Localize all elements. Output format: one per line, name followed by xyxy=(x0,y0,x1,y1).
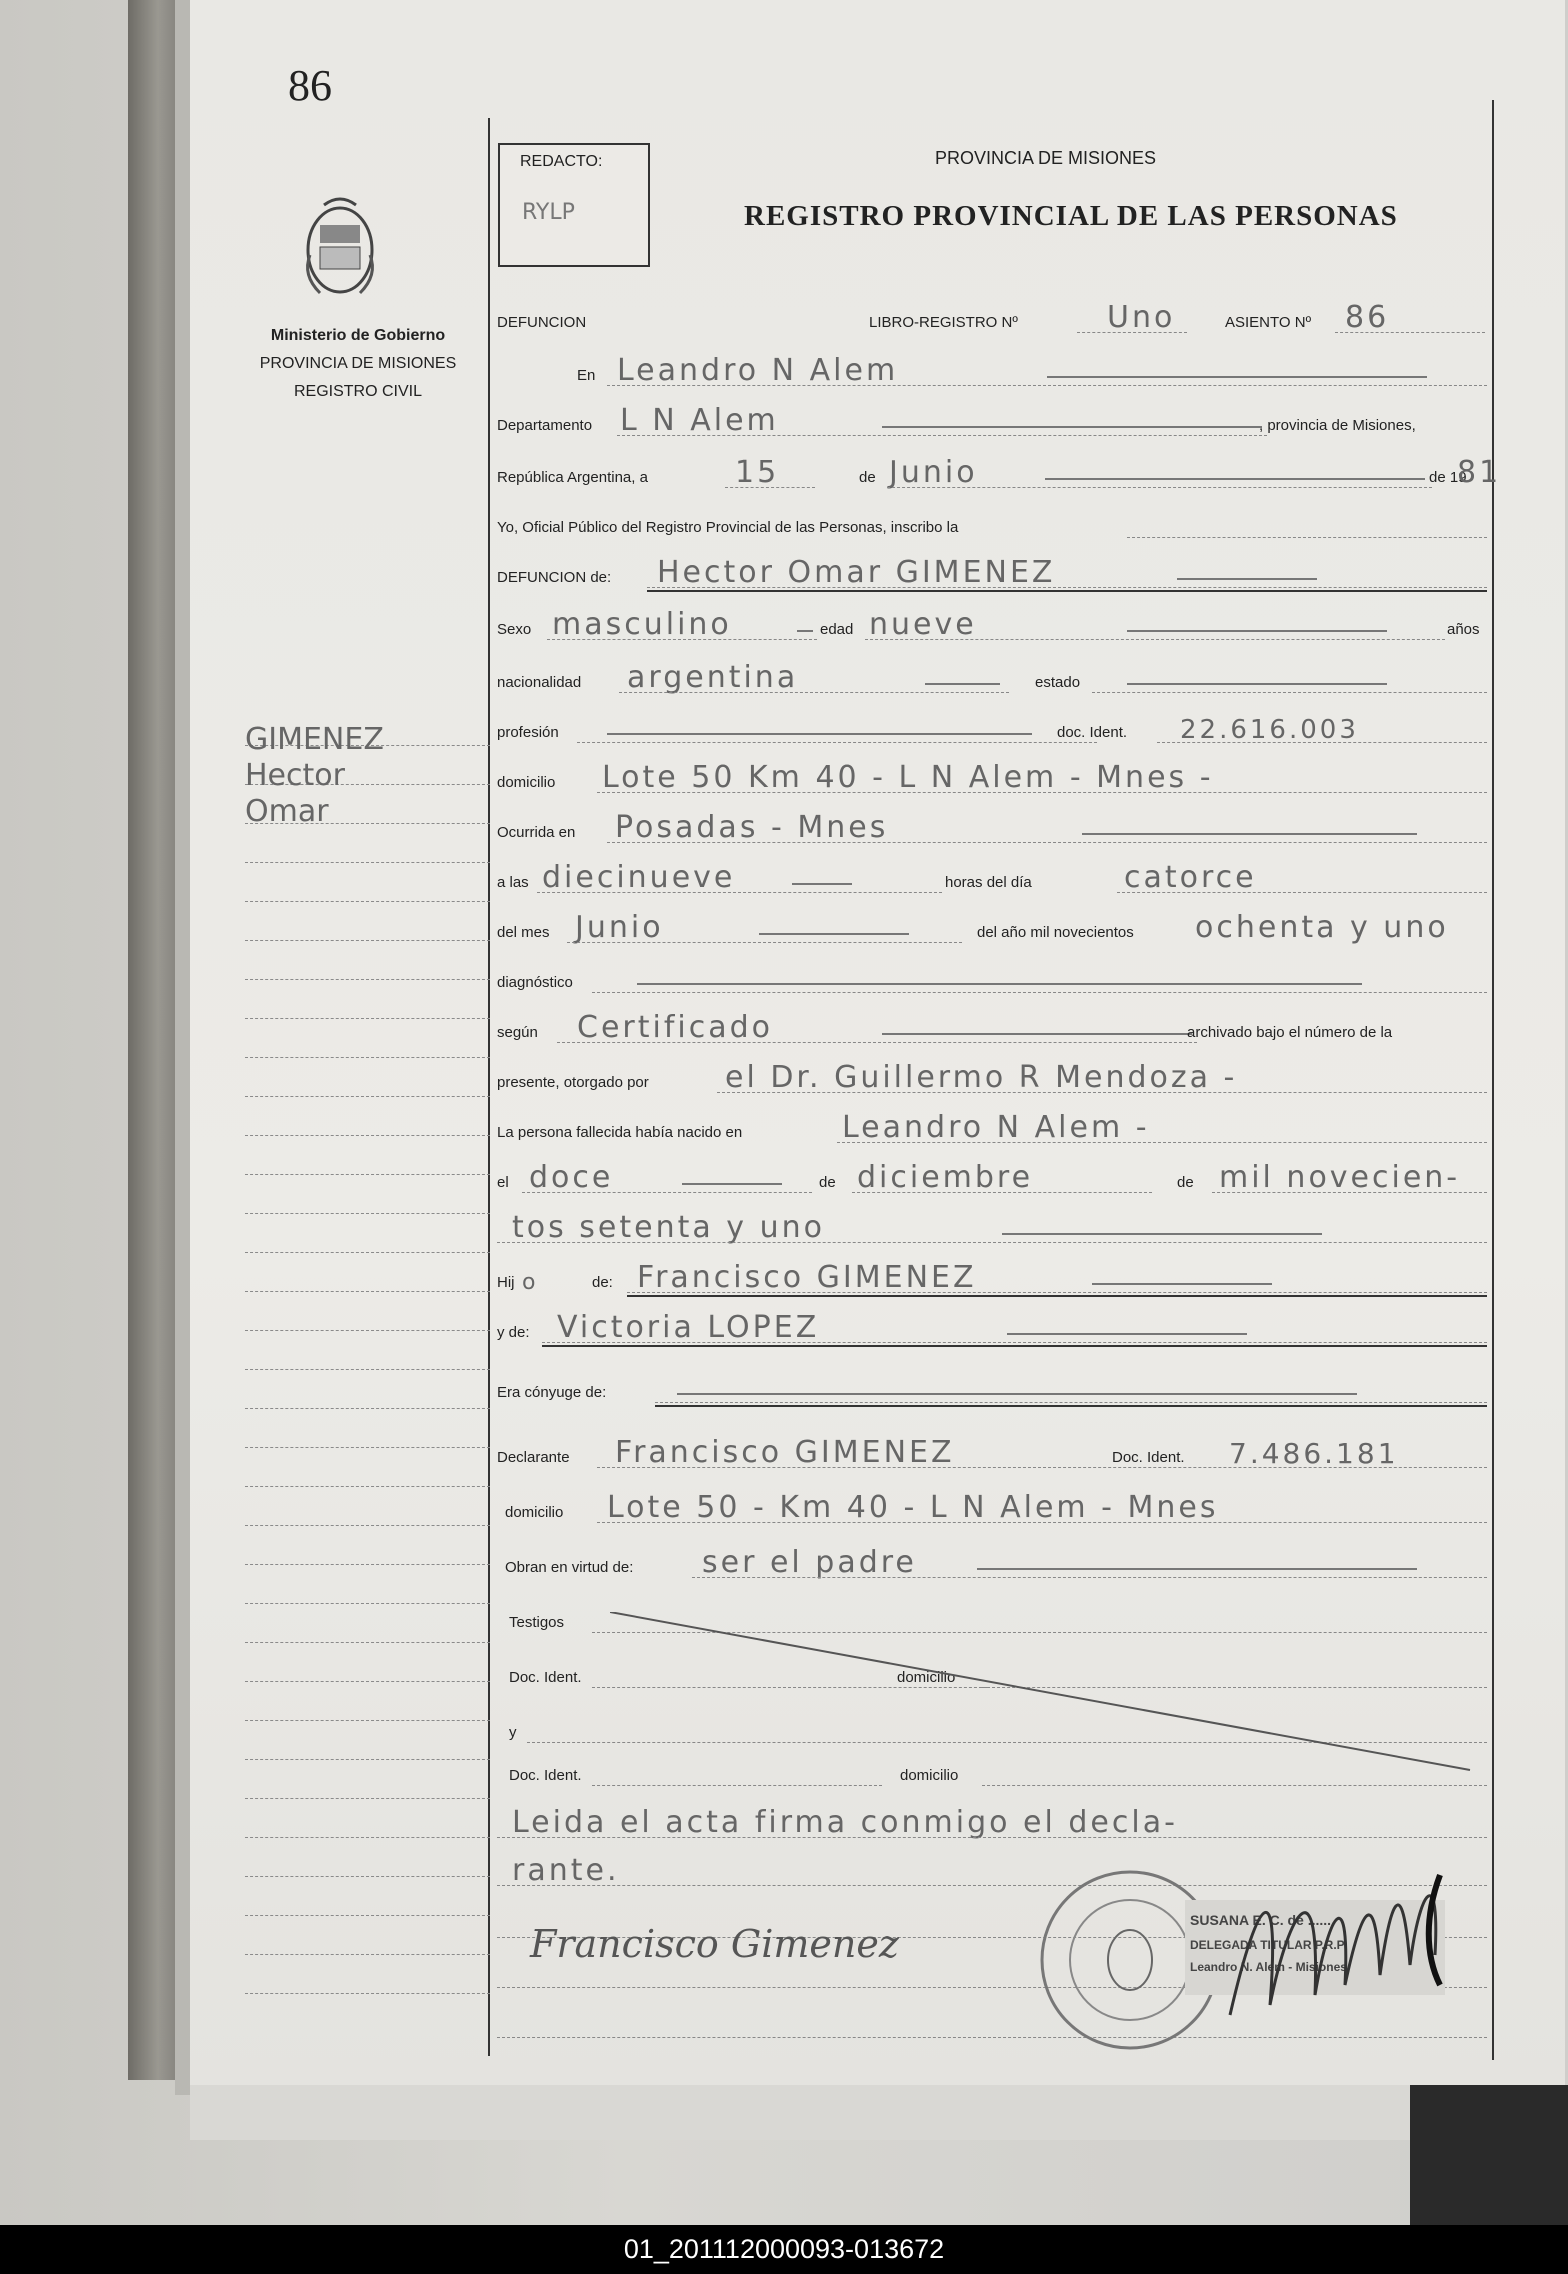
province-title: PROVINCIA DE MISIONES xyxy=(935,148,1157,168)
padre-value: Francisco GIMENEZ xyxy=(637,1260,977,1295)
de2-label: de xyxy=(819,1174,836,1191)
margin-ruled-line xyxy=(245,1954,490,1955)
ocurrida-label: Ocurrida en xyxy=(497,824,576,841)
row-en xyxy=(497,348,1487,388)
nacionalidad-label: nacionalidad xyxy=(497,674,582,691)
horas-label: horas del día xyxy=(945,874,1032,891)
madre-value: Victoria LOPEZ xyxy=(557,1310,820,1345)
oficial-text: Yo, Oficial Público del Registro Provincial de las Personas, inscribo la xyxy=(497,519,959,536)
row-domicilio xyxy=(497,755,1487,795)
province-name: PROVINCIA DE MISIONES xyxy=(259,355,457,372)
ministry-name: Ministerio de Gobierno xyxy=(270,327,446,344)
t-y-label: y xyxy=(509,1724,517,1741)
asiento-value: 86 xyxy=(1345,300,1390,335)
el-label: el xyxy=(497,1174,509,1191)
margin-ruled-line xyxy=(245,1681,490,1682)
right-column-rule xyxy=(1492,100,1494,2060)
row-nombre xyxy=(497,550,1487,590)
official-seal-stamp xyxy=(1030,1845,1490,2085)
obran-label: Obran en virtud de: xyxy=(505,1559,634,1576)
mes-value: Junio xyxy=(889,455,978,490)
margin-middlename: Omar xyxy=(245,794,329,829)
t-doc1-label: Doc. Ident. xyxy=(509,1669,582,1686)
presente-value: el Dr. Guillermo R Mendoza - xyxy=(725,1060,1238,1095)
margin-ruled-line xyxy=(245,1876,490,1877)
decl-dom-value: Lote 50 - Km 40 - L N Alem - Mnes xyxy=(607,1490,1219,1525)
margin-ruled-line xyxy=(245,1642,490,1643)
nacido-label: La persona fallecida había nacido en xyxy=(497,1124,743,1141)
dark-corner xyxy=(1410,2085,1568,2225)
stamp-line-1: SUSANA E. C. de ...... xyxy=(1190,1912,1332,1928)
row-madre xyxy=(497,1305,1487,1345)
margin-ruled-line xyxy=(245,1174,490,1175)
declarante-label: Declarante xyxy=(497,1449,570,1466)
margin-ruled-line xyxy=(245,1408,490,1409)
de-padre-label: de: xyxy=(592,1274,613,1291)
sexo-value: masculino xyxy=(552,607,732,642)
obran-value: ser el padre xyxy=(702,1545,917,1580)
row-padre xyxy=(497,1255,1487,1295)
row-ocurrida xyxy=(497,805,1487,845)
row-decl-domicilio xyxy=(497,1485,1487,1525)
redacto-box xyxy=(498,143,650,267)
row-departamento xyxy=(497,398,1487,438)
stamp-line-2: DELEGADA TITULAR P.R.P xyxy=(1190,1938,1345,1952)
margin-ruled-line xyxy=(245,1915,490,1916)
nombre-value: Hector Omar GIMENEZ xyxy=(657,555,1056,590)
page-number: 86 xyxy=(288,61,332,110)
el-value: doce xyxy=(529,1160,614,1195)
defuncion-de-label: DEFUNCION de: xyxy=(497,569,612,586)
margin-ruled-line xyxy=(245,1525,490,1526)
en-value: Leandro N Alem xyxy=(617,353,899,388)
margin-ruled-line xyxy=(245,1096,490,1097)
margin-ruled-line xyxy=(245,1759,490,1760)
domicilio-label: domicilio xyxy=(497,774,556,791)
margin-ruled-line xyxy=(245,1369,490,1370)
cierre-line1: Leida el acta firma conmigo el decla- xyxy=(512,1805,1178,1840)
row-del-mes xyxy=(497,905,1487,945)
diagnostico-label: diagnóstico xyxy=(497,974,573,991)
conyuge-label: Era cónyuge de: xyxy=(497,1384,607,1401)
anio-nac-cont: tos setenta y uno xyxy=(512,1210,825,1245)
del-anio-label: del año mil novecientos xyxy=(977,924,1134,941)
testigos-label: Testigos xyxy=(509,1614,565,1631)
del-anio-value: ochenta y uno xyxy=(1195,910,1449,945)
anio-nac-value: mil novecien- xyxy=(1219,1160,1461,1195)
libro-label: LIBRO-REGISTRO Nº xyxy=(869,314,1018,331)
row-hora xyxy=(497,855,1487,895)
presente-label: presente, otorgado por xyxy=(497,1074,649,1091)
margin-ruled-line xyxy=(245,901,490,902)
row-presente xyxy=(497,1055,1487,1095)
edad-value: nueve xyxy=(869,607,977,642)
margin-ruled-line xyxy=(245,1798,490,1799)
doc-ident-label: doc. Ident. xyxy=(1057,724,1128,741)
row-nacido xyxy=(497,1105,1487,1145)
margin-ruled-line xyxy=(245,1993,490,1994)
row-cierre1 xyxy=(497,1800,1487,1840)
segun-value: Certificado xyxy=(577,1010,774,1045)
margin-ruled-line xyxy=(245,1213,490,1214)
margin-ruled-line xyxy=(245,1720,490,1721)
margin-ruled-line xyxy=(245,1837,490,1838)
defuncion-label: DEFUNCION xyxy=(497,314,587,331)
domicilio-value: Lote 50 Km 40 - L N Alem - Mnes - xyxy=(602,760,1214,795)
estado-label: estado xyxy=(1035,674,1081,691)
de-19-label: de 19 xyxy=(1429,469,1467,486)
decl-dom-label: domicilio xyxy=(505,1504,564,1521)
redacto-label: REDACTO: xyxy=(520,153,603,170)
doc-ident-value: 22.616.003 xyxy=(1180,715,1359,745)
provincia-suffix: , provincia de Misiones, xyxy=(1259,417,1416,434)
margin-ruled-line xyxy=(245,1603,490,1604)
margin-note xyxy=(245,722,485,830)
row-profesion xyxy=(497,705,1487,745)
registry-name: REGISTRO CIVIL xyxy=(293,383,423,400)
nacido-value: Leandro N Alem - xyxy=(842,1110,1150,1145)
margin-ruled-line xyxy=(245,1135,490,1136)
del-mes-label: del mes xyxy=(497,924,550,941)
cierre-line2: rante. xyxy=(512,1853,620,1888)
redacto-value: RYLP xyxy=(522,200,575,225)
margin-ruled-line xyxy=(245,1057,490,1058)
row-sexo xyxy=(497,602,1487,642)
margin-ruled-line xyxy=(245,1291,490,1292)
del-mes-value: Junio xyxy=(575,910,664,945)
t-doc2-label: Doc. Ident. xyxy=(509,1767,582,1784)
margin-firstname: Hector xyxy=(245,758,345,793)
edad-label: edad xyxy=(820,621,854,638)
margin-ruled-line xyxy=(245,1252,490,1253)
en-label: En xyxy=(577,367,596,384)
coat-of-arms-icon xyxy=(300,195,380,305)
strike-through-line xyxy=(610,1612,1480,1774)
margin-ruled-line xyxy=(245,1486,490,1487)
horas-value: catorce xyxy=(1124,860,1257,895)
row-nacionalidad xyxy=(497,655,1487,695)
margin-ruled-line xyxy=(245,1447,490,1448)
row-oficial xyxy=(497,500,1487,540)
row-libro xyxy=(497,295,1487,335)
left-column-rule xyxy=(488,118,490,2056)
margin-surname: GIMENEZ xyxy=(245,722,384,757)
republica-label: República Argentina, a xyxy=(497,469,648,486)
row-segun xyxy=(497,1005,1487,1045)
margin-ruled-line xyxy=(245,1330,490,1331)
asiento-label: ASIENTO Nº xyxy=(1225,314,1312,331)
margin-ruled-line xyxy=(245,979,490,980)
y-de-label: y de: xyxy=(497,1324,530,1341)
declarant-signature: Francisco Gimenez xyxy=(530,1922,899,1966)
row-declarante xyxy=(497,1430,1487,1470)
departamento-value: L N Alem xyxy=(620,403,779,438)
stamp-line-3: Leandro N. Alem - Misiones xyxy=(1190,1960,1347,1974)
row-obran xyxy=(497,1540,1487,1580)
ocurrida-value: Posadas - Mnes xyxy=(615,810,889,845)
libro-value: Uno xyxy=(1107,300,1176,335)
margin-ruled-line xyxy=(245,1018,490,1019)
footer-id-bar: 01_201112000093-013672 xyxy=(0,2225,1568,2274)
mes-nac-value: diciembre xyxy=(857,1160,1034,1195)
a-las-value: diecinueve xyxy=(542,860,736,895)
profesion-label: profesión xyxy=(497,724,559,741)
anos-label: años xyxy=(1447,621,1480,638)
t-dom1-label: domicilio xyxy=(897,1669,956,1686)
de3-label: de xyxy=(1177,1174,1194,1191)
row-fecha-nac xyxy=(497,1155,1487,1195)
margin-ruled-line xyxy=(245,940,490,941)
decl-doc-value: 7.486.181 xyxy=(1229,1437,1399,1470)
a-las-label: a las xyxy=(497,874,529,891)
row-fecha xyxy=(497,450,1502,490)
nacionalidad-value: argentina xyxy=(627,660,799,695)
sexo-label: Sexo xyxy=(497,621,532,638)
margin-ruled-line xyxy=(245,1564,490,1565)
archivado-label: archivado bajo el número de la xyxy=(1187,1024,1393,1041)
ministry-header xyxy=(238,322,478,406)
anio-value: 81 xyxy=(1457,455,1502,490)
margin-ruled-line xyxy=(245,862,490,863)
declarante-value: Francisco GIMENEZ xyxy=(615,1435,955,1470)
departamento-label: Departamento xyxy=(497,417,593,434)
row-diagnostico xyxy=(497,955,1487,995)
segun-label: según xyxy=(497,1024,538,1041)
row-conyuge xyxy=(497,1365,1487,1405)
de-label: de xyxy=(859,469,876,486)
dia-value: 15 xyxy=(735,455,780,490)
page-bottom-strip xyxy=(190,2085,1420,2140)
t-dom2-label: domicilio xyxy=(900,1767,959,1784)
decl-doc-label: Doc. Ident. xyxy=(1112,1449,1185,1466)
hijo-label: Hij xyxy=(497,1274,515,1291)
hijo-suffix: o xyxy=(522,1270,539,1295)
registry-title: REGISTRO PROVINCIAL DE LAS PERSONAS xyxy=(744,200,1398,232)
row-fecha-nac-cont xyxy=(497,1205,1487,1245)
